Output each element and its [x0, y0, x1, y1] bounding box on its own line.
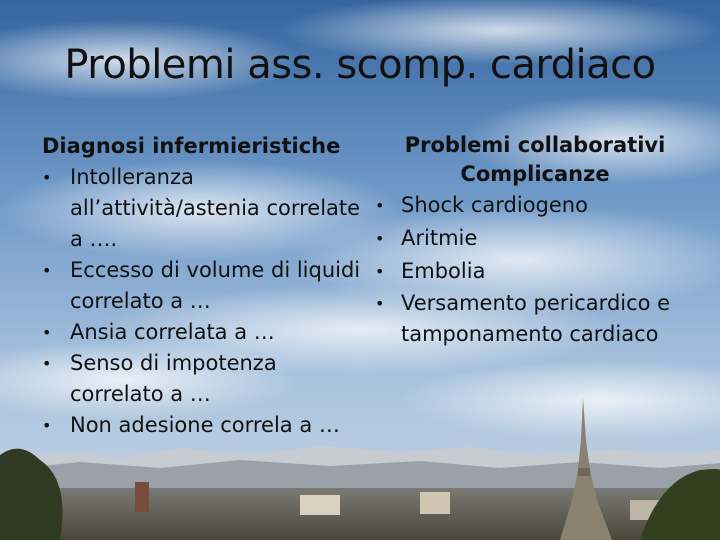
bullet: •	[375, 229, 385, 248]
left-column-heading: Diagnosi infermieristiche	[42, 134, 341, 158]
bullet: •	[42, 168, 52, 187]
left-column-diagnoses	[42, 131, 362, 441]
list-item: • Embolia	[375, 255, 695, 288]
bullet: •	[42, 323, 52, 342]
slide-title: Problemi ass. scomp. cardiaco	[64, 42, 656, 88]
list-item: • Intolleranza all’attività/astenia correlate a ….	[42, 162, 362, 255]
right-column-heading	[375, 131, 695, 189]
right-column-collaborative-problems	[375, 131, 695, 350]
right-heading-line1: Problemi collaborativi	[404, 133, 666, 157]
list-item: • Shock cardiogeno	[375, 189, 695, 222]
list-item: • Eccesso di volume di liquidi correlato a …	[42, 255, 362, 317]
bullet: •	[42, 416, 52, 435]
list-item: • Non adesione correla a …	[42, 410, 362, 441]
list-item: • Ansia correlata a …	[42, 317, 362, 348]
list-item: • Aritmie	[375, 222, 695, 255]
list-item: • Senso di impotenza correlato a …	[42, 348, 362, 410]
bullet: •	[375, 196, 385, 215]
right-heading-line2: Complicanze	[460, 162, 610, 186]
list-item: • Versamento pericardico e tamponamento cardiaco	[375, 288, 695, 350]
bullet: •	[42, 261, 52, 280]
bullet: •	[375, 262, 385, 281]
bullet: •	[42, 354, 52, 373]
diagnosis-list	[42, 162, 362, 441]
bullet: •	[375, 294, 385, 313]
complications-list	[375, 189, 695, 350]
